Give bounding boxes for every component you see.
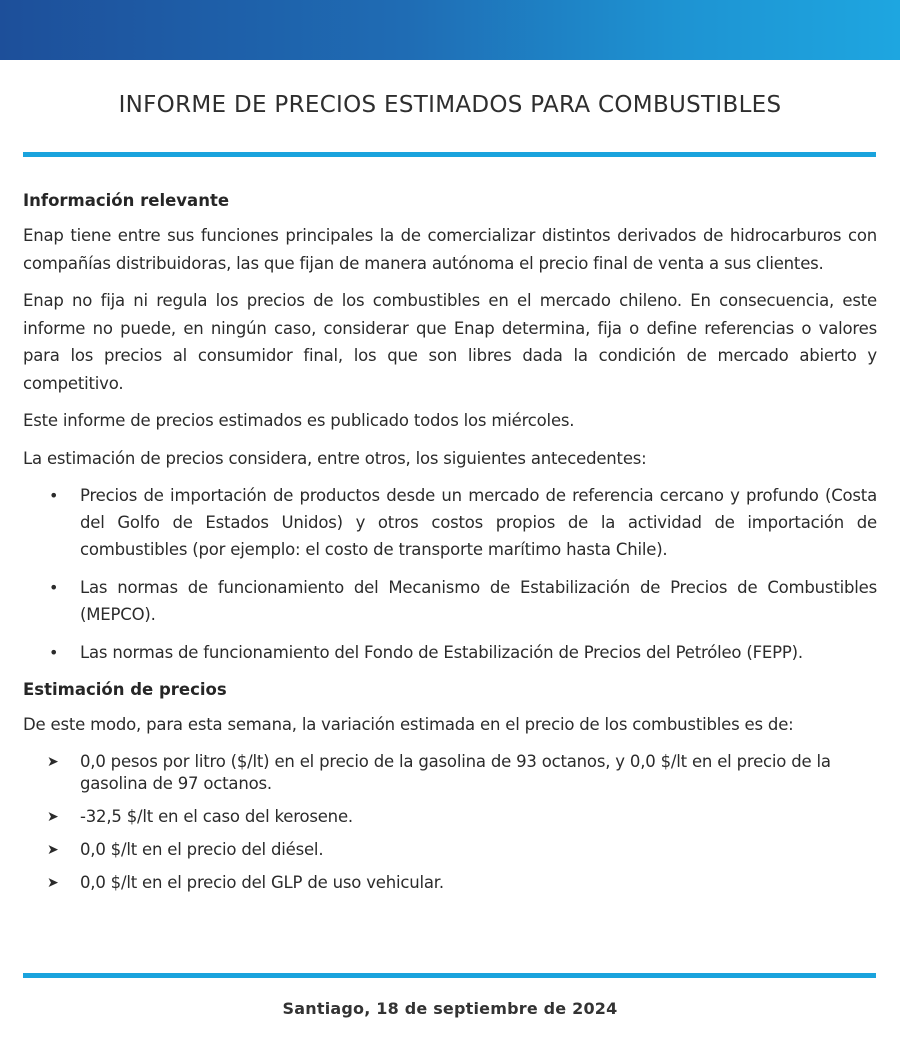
bullet-dot-icon: • — [49, 486, 59, 505]
list-item — [23, 574, 877, 628]
list-item — [23, 872, 877, 894]
bottom-divider — [23, 973, 876, 978]
list-item — [23, 806, 877, 828]
paragraph: Este informe de precios estimados es publicado todos los miércoles. — [23, 411, 575, 430]
paragraph: De este modo, para esta semana, la variación estimada en el precio de los combustibles es de: — [23, 715, 794, 734]
section-heading-price-estimate: Estimación de precios — [23, 680, 227, 699]
bullet-dot-icon: • — [49, 578, 59, 597]
paragraph: La estimación de precios considera, entre otros, los siguientes antecedentes: — [23, 448, 647, 468]
arrow-right-icon: ➤ — [47, 874, 59, 891]
list-item — [23, 482, 877, 563]
arrow-right-icon: ➤ — [47, 841, 59, 858]
arrow-right-icon: ➤ — [47, 753, 59, 770]
list-item-text: Precios de importación de productos desde un mercado de referencia cercano y profundo (Costa del Golfo de Estados Unidos) y otros costos propios de la actividad de importación de combustibles (por ejemplo: el costo de transporte marítimo hasta Chile). — [80, 486, 877, 559]
section-heading-relevant-info: Información relevante — [23, 191, 230, 210]
list-item-text: 0,0 pesos por litro ($/lt) en el precio de la gasolina de 93 octanos, y 0,0 $/lt en el precio de la gasolina de 97 octanos. — [80, 751, 831, 793]
top-divider — [23, 152, 876, 157]
bullet-dot-icon: • — [49, 643, 59, 662]
list-item-text: 0,0 $/lt en el precio del diésel. — [80, 839, 324, 859]
paragraph: Enap no fija ni regula los precios de los combustibles en el mercado chileno. En consecuencia, este informe no puede, en ningún caso, considerar que Enap determina, fija o define referencias o valores para los precios al consumidor final, los que son libres dada la condición de mercado abierto y competitivo. — [23, 291, 877, 393]
document-title: INFORME DE PRECIOS ESTIMADOS PARA COMBUSTIBLES — [118, 92, 782, 118]
list-item-text: Las normas de funcionamiento del Fondo de Estabilización de Precios del Petróleo (FEPP). — [80, 643, 803, 662]
list-item-text: -32,5 $/lt en el caso del kerosene. — [80, 806, 353, 826]
list-item-text: Las normas de funcionamiento del Mecanismo de Estabilización de Precios de Combustibles (MEPCO). — [80, 578, 877, 624]
paragraph: Enap tiene entre sus funciones principales la de comercializar distintos derivados de hidrocarburos con compañías distribuidoras, las que fijan de manera autónoma el precio final de venta a sus clientes. — [23, 226, 877, 273]
header-band — [0, 0, 900, 60]
price-variation-list — [23, 751, 877, 894]
footer-date: Santiago, 18 de septiembre de 2024 — [282, 999, 618, 1018]
arrow-right-icon: ➤ — [47, 808, 59, 825]
list-item-text: 0,0 $/lt en el precio del GLP de uso vehicular. — [80, 872, 444, 892]
list-item — [23, 839, 877, 861]
list-item — [23, 639, 877, 666]
list-item — [23, 751, 877, 795]
antecedents-list — [23, 482, 877, 666]
document-body — [23, 188, 877, 905]
